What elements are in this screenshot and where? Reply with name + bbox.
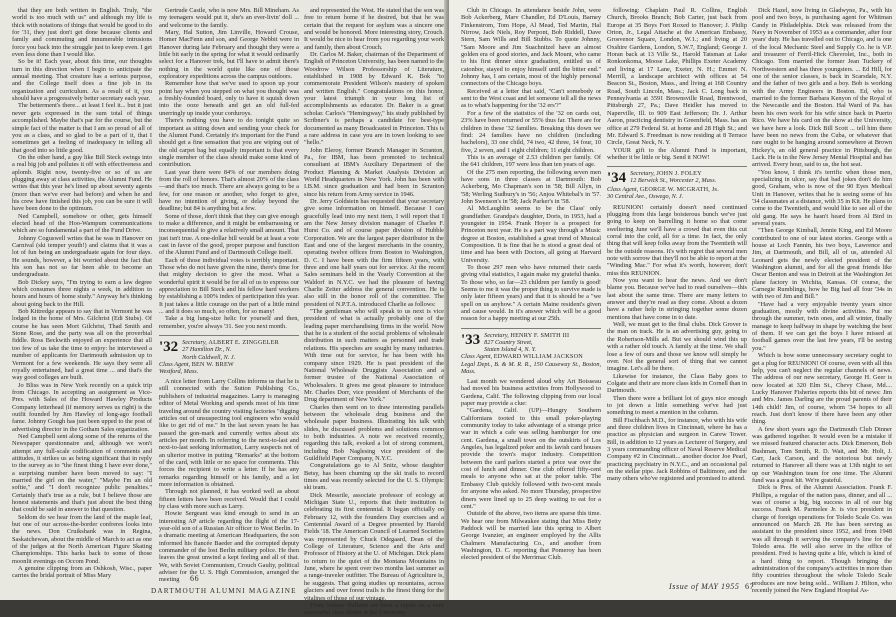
paragraph: REUNION! certainly doesn't need continued plugging from this large boisterous bunch we've just going to keep on barrelling it home so that come sweltering June we'll have a crowd that even this cut corral into the cold, all for a time. In fact, the only thing that will keep folks away from the Twentieth will be the outside reasons. It's with regret that several men note with sorrow that they'll not be able to report at the "Winding Mac." For what it's worth, however, don't miss this REUNION.: [607, 203, 747, 277]
secretary-address: 12 Berwick St., Worcester 2, Mass.: [630, 177, 717, 185]
class-agent-address: Legal Dept., B. & M. R. R., 150 Causeway St., Boston, Mass.: [461, 360, 601, 375]
paragraph: Last year there were 84% of our members doing from the roll of honors. That's almost 20% of the class—and that's too much. There are always going to be a few, for one reason or another, who forget to give, have no intention of giving, or delay beyond the deadline; but 84 is anything but a few.: [159, 168, 299, 213]
class-agent-name: BEN W. BREW: [191, 360, 234, 368]
magazine-title-footer: DARTMOUTH ALUMNI MAGAZINE: [151, 587, 297, 595]
section-divider: [461, 328, 601, 329]
paragraph: Dick Hazel, now living in Gladwyne, Pa., with his pool and two boys, is purchasing agent for Whitman Candy in Philadelphia. Dick was released from the Navy in November of 1953 as a commander, after four years' duty. He has travelled out to Chicago, and is one of the local Mechanic Steel and Supply Co. he is V.P. and treasurer of Ferril-Hick Chevrolet, Inc., both in Chicago. Tom married the former Jean Tuckery of Northwestern and has three youngsters. ... Ed Hill, for one of the senior classes, is back in Scarsdale, N.Y. and the father of two girls and a boy. Bob is working with the Army Engineers in Boston. Ed, who is married to the former Barbara Kenyon of the Royal of the Newcastle and the Boston. Hal Ward of Pa. has been his own work for his wife since back in Puerto Rico. We have his card on the show at the University, we have here a look. Dick Bill Scott ... tell him there have been no news from the Cuba, or whatever that rare ought to be hanging around somewhere at Brown Hickey's, an old general practice in Pittsburgh, the Lack. He is in the New Jersey Mental Hospital and has arrived. Every hour, said to us, the hot seat.: [752, 7, 892, 169]
paragraph: On the other hand, a guy like Bill Steck swings into a real big job and pollutes it off with effectiveness and aplomb. Right now, twenty-five or so of us are plugging away at class activities, the Alumni Fund. He writes that this year he's lined up about seventy agents (more than we've ever had before) and when he and his crew have finished this job, you can be sure it will have been done to the optimum.: [12, 153, 152, 213]
paragraph: Take a big lung-size helic for yourself and then, remember, you're always '31. See you next month.: [159, 315, 299, 330]
secretary-address-city: Staten Island 4, N. Y.: [484, 346, 537, 354]
paragraph: Dick Messrile, associate professor of ecology at Michigan State U., reports that their institution is celebrating its first centennial. It began officially on February 12, with the founders Day exercises and a Centennial Award of a Degree presented by Harold Fields '18. The American Council of Learned Societies was represented by Chuck Odegaard, Dean of the College of Literature, Science and the Arts and Professor of History at the U. of Michigan. Dick plans to return to the quiet of the Montana Mountains in June, where he spent over two months last summer as a range-traveler outfitter. The Bureau of Agriculture is, he suggests. That going studies up mountains, across glaciers and over forest trails is the finest thing for the vitalines of those of our vintage.: [304, 491, 444, 602]
paragraph: Jo Bliss was in New York recently on a quick trip from Chicago. In accepting an assignment as Vice-Pres. with Sales of the Howard Hawley Products Company letterhead (if memory serves us right) is the outfit founded by Jim Hawley of long-ago football fame. Johnny Gough has just been upped to the post of advertising director in the Gotham Sales organization.: [12, 381, 152, 433]
class-agent-name: GEORGE W. MCGRATH, Jr.: [639, 186, 719, 194]
paragraph: that they are both written in English. Truly, "the world is too much with us" and although my life is thick with notations of things that would be good to do for '31, they just don't get done because clients and family and commuting and innumerable intrusions force you back into the struggle just to keep even. I get even less done than I would like.: [12, 7, 152, 59]
left-column-1: [12, 7, 152, 580]
paragraph: So be it! Each year, about this time, our thoughts turn in this direction when I begin to anticipate the annual meeting. That creature has a serious purpose, and the College itself does a fine job in its organization and curriculum. As a result of it, you should have a progressively better secretary each year.: [12, 58, 152, 103]
section-divider: [607, 166, 747, 167]
paragraph: Mary, Hal Sutton, Jim Linville, Howard Crouse, Homer MacFenn and son, and George Nebbit were in Hanover during late February and thought they were a little bit early in the spring for what it would ordinarily select for a Hanover trek, but I'll have to admit there's nothing in the world quite like one of those exploratory expeditions across the campus outdoors.: [159, 29, 299, 81]
secretary-name: ALBERT E. ZINGGELER: [208, 339, 279, 347]
paragraph: Of the 275 men reporting, the following seven men have sons in three classes at Dartmouth: Bob Ackerberg, Mo Chapman's son in '58; Bill Allyn, in '58; Werling Sudbury's in '56; Anjou Whitebal's in '57. John Swenson's in '58; Jack Parker's in '58.: [461, 168, 601, 205]
paragraph: There's nothing you have to do tonight quite so important as sitting down and sending your check for the Alumni Fund. Certainly it's important for the Fund should get a fine sensation that you are wiping out of the old carpet bag but equally important is that every single member of the class should make some kind of contribution.: [159, 117, 299, 169]
paragraph: Ned Campbell sent along some of the returns of the Newspaper questionnaire and, although we won't attempt any full-scale codification of comments and attitudes, it strikes us as being significant that in reply to the survey as to "the finest thing I have ever done," a surprising number have been moved to say: "I married the girl on the water," "Maybe I'm an old softie," and "I don't recognize public penalties." Certainly that's true as a rule, but I believe those are honest statements and that's just about the best thing that could be said in answer to that question.: [12, 432, 152, 514]
paragraph: "Gardena, Calif. (UP)—Hungry Southern Californians tooted to this small poker-playing community today to take advantage of a strange price war in which a cafe was selling hamburger for one cent. Gardena, a small town on the outskirts of Los Angeles, has legalized poker and its lavish card houses provide the town's major industry. Competition between the card parlors started a price war over the cost of lunch and dinner. One club offered fifty-cent meals to anyone who sat at the poker table. The Embassy Club quickly followed with two-cent meals for anyone who asked. No more Thursday, prospective diners were lined up to 25 deep waiting to eat for a cent.": [461, 407, 601, 510]
paragraph: "Have had a very enjoyable twenty years since graduation, mostly with divine activities. Put me through the summer, twin ones, and all winter, finally manage to keep halfway in shape by watching the best of them. If we can get the boys I have missed at football games over the last few years, I'll be seeing you.": [752, 300, 892, 352]
paragraph: Which is how some unnecessary secretary ought to get a plug for REUNION! Of course, even with all this help, you can't neglect the regular channels of news. The address of our new secretary, George H. Geer is now located at 320 Elm St., Chevy Chase, Md.... Lucky Hanover Fisheries reports this bit of news: Jim and Mrs. James Darling are the proud parents of their 14th child! Jim, of course, whom '34 hopes to all reach. Just don't know if there have been any other thing.: [752, 352, 892, 426]
right-column-2: [607, 7, 747, 577]
paragraph: Dr. Jerry Goldstein has requested that your secretary give some information on himself. Because I can gracefully lead into my next item, I will report that I am the New Jersey division manager of Charles F. Hurst Co. and of course paper division of Hubble Corporation. We are the largest paper distributor in the East and one of the largest merchants in the country, operating twelve offices from Boston to Washington, D. C. I have been with the firm fifteen years, with three and one half years out for service. At the recent Sales seminars held in the Yearly Convention at the Waldorf in N.Y.C. we had the pleasure of having Charlie Zeiter address the general convention. He is also still in the honor roll of the committee. The president of N.P.T.A. introduced Charlie as follows:: [304, 197, 444, 308]
paragraph: Dr. Carlos M. Baker, chairman of the Department of English of Princeton University, has been named to the Woodrow Wilson Professorship of Literature, established in 1908 by Edward K. Bok "to commemorate President Wilson's mastery of spoken and written English." Congratulations on this honor, your latest triumph in your long list of accomplishments as educator. Dr. Baker is a great scholar. Carlos's "Hemingway," his study published by Scribner's is perhaps a candidate for best-type documented as many Broadcasted in Princeton. This is a rare address in case you are in town looking to see "hello.": [304, 51, 444, 147]
paragraph: and represented the West. He stated that the son was free to return home if he desired, but that he was certain that the request for asylum was a sincere one and would be honored. More interesting story, Crouch. It would be nice to hear from you regarding your work and family, then about Crouch.: [304, 7, 444, 51]
paragraph: "The gentleman who will speak to us next is vice president of what is actually probably one of the leading paper merchandising firms in the world. Now that he is a student of the social problems of wholesale distribution in such matters as personnel and trade relations. His speeches are sought by many industries. With time out for service, he has been with his company since 1929. He is past president of the National Wholesale Druggists Association and a former trustee of the National Association of Wholesalers. It gives me great pleasure to introduce Mr. Charles Dorr, vice president of Merchants of the Drug department of New York.": [304, 308, 444, 404]
paragraph: "Then George Kimball, Jennie King, and Ed Moore contributed to one of our latest stories. George with a house at Loch Fannin, his two boys, Lawrence and Jim, at Dartmouth, and Bill, all of us, attended Al Leonard gets the newly elected president of the Washington alumni, and for all the great friends like Oscar Benton and was in Detroit at the Washington Jet plane factory in Wichita, Kansas. Of course, the Carnegie Rumblings, how he Big had all four '34s in with two of Jim and Bill.": [752, 227, 892, 301]
paragraph: "You know, I think it's terrific when those men, specializing in ulcer, say that bad jokes don't do him good, Graham, who is now of the 90 Eyes Medical Unit in Hanover, writes that he is seeing some of his '34 classmates at a distance, with 35 in Kit. He plans to come to the Twentieth, and would like to see all of the old gang. He says he hasn't heard from Al Bird in several years.: [752, 168, 892, 227]
paragraph: following: Chaplain Paul R. Collins, English Church, Brooks Branch; Bob Carter, just back from Europe at 35 Boys Fort Roxed to Hanover; J. Philip Orton, Jr., Legal Attache at the American Embassy, Grosvenor Square, London, W.1.; and living at 20 Oxshire Gardens, London, S.W.7, England; George J. Horan back at 13 Ville St., Harold Tatsman at Lake Ronkonkoma, Moose Lake, Phillips Exeter Academy and living at 17 Lane, Exeter, N. H.; Emmet N. Merrill, a landscape architect with offices at 54 Beacon St., Boston, Mass., and living at 168 Country Road, South Lincoln, Mass.; Jack C. Long back in Pennsylvania at 3591 Brownsville Road, Brentwood, Pittsburgh 27, Pa.; Dave Heidler has moved to Naperville, Ill. to 909 East Jefferson; Dr. J. Arthur Aaron, practicing dentistry in Greenfield, Mass. has an office at 279 Federal St. at home and 28 High St.; and Mr. Edward S. Freedman is now residing at 8 Terrace Circle, Great Neck, N. Y.: [607, 7, 747, 147]
secretary-address-city: North Caldwell, N. J.: [182, 353, 236, 361]
class-1934-header: '34 Secretary, JOHN J. FOLEY 12 Berwick St., Worcester 2, Mass. Class Agent, GEORGE W. MCGRATH, Jr. 30 Central Ave., Oswego, N. J.: [607, 170, 747, 200]
class-agent-city: Westford, Mass.: [159, 367, 199, 375]
paragraph: Received at a letter that said, "Can't somebody or sent to the West coast and let someone tell all the news as to what's happening for the '32 ers'?": [461, 87, 601, 110]
secretary-name: JOHN J. FOLEY: [656, 170, 702, 178]
paragraph: Now you want to hear the news. And we don't blame you. Because we've had to read ourselves—this last about the same time. There are many letters to answer and they're read as they come. About a dozen have a rather help in stringing together some dozen mentions that have come in to date.: [607, 277, 747, 321]
class-agent-name: EDWARD WILLIAM JACKSON: [493, 353, 583, 361]
paragraph: Each of those individual votes is terribly important. Those who do not have given the nine, there's time for that mighty decision to give the most. What a wonderful spirit it would be for all of us to express our appreciation to Bill Steck and his fellow hard workers by establishing a 100% index of participation this year. It just takes a little courage on the part of a little mind ... and it does so much, so often, for so many!: [159, 256, 299, 316]
paragraph: A nice letter from Larry Collins informs us that he is still connected with the Sutton Publishing Co., publishers of industrial magazines. Larry is managing editor of Metal Working and spends most of his time traveling around the country visiting factories "digging articles out of unsuspecting tool engineers who would like to get rid of me." In the last seven years he has passed the gon-mark and currently writes about six articles per month. In referring to the next-to-last and next-to-last seeking information, Larry suspects not of an ulterior motive in putting "Remarks" at the bottom of the card, with little or no space for comments. This forces the recipient to write a letter. If he has any remarks regarding himself or his family, and a lot more information is obtained.: [159, 378, 299, 488]
class-year-numeral: '33: [461, 331, 481, 348]
paragraph: Seldom do we hear from the land of the maple leaf, but one of our across-the-border confreres looks into the news. Don Cruikshank was in Regina, Saskatchewan, about the middle of March to act as one of the judges at the North American Figure Skating Championships. This harks back to some of those moonlit evenings on Occom Pond.: [12, 513, 152, 565]
paragraph: Some of those, don't think that they can give enough to make a difference, and it might be embarrassing or inconsequential to give a relatively small amount. That just isn't true. A one-dollar bill would be at least a vote cast in favor of the good, proper purpose and function of the Alumni Fund and of Dartmouth College itself.: [159, 212, 299, 257]
paragraph: From Johnny Hallerm we have a report on a very successful class dinner at the University: [304, 601, 444, 617]
secretary-address: 27 Hamilton Dr., N.: [182, 346, 232, 354]
paragraph: Howie Sergeant was kind enough to send in an interesting AP article regarding the flight of the 17-year-old son of a Russian Air officer to West Berlin. In a dramatic meeting at American Headquarters, the son informed his fiancée Baeder and the corrupted deputy commander of the lost Berlin military police. He then leaves the great unwind a kept feeling and all of that. We, with Soviet Communism, Crouch Gaulty, political adviser for the U. S. High Commission, arranged the meeting: [159, 510, 299, 584]
paragraph: Well, we must get to the final clubs. Dick Grover is the man on track. He is an advertising guy, going to the Robertson-Mills ad. But we should wind this up with a rather old touch. A family at the time. We shall lose a few of ours and those we know will simply be over. Not the general sort of thing that we cannot imagine. Let's all be there.: [607, 321, 747, 373]
paragraph: Gertrude Castle, who is now Mrs. Bill Mineham. As my teenagers would put it, she's an ever-livin' doll ... and welcome to the family.: [159, 7, 299, 29]
paragraph: YOUR gift to the Alumni Fund is important, whether it be little or big. Send it NOW!: [607, 146, 747, 161]
paragraph: Ned Campbell, somehow or other, gets himself elected head of the Hoo-Wampum communications which are so fundamental a part of the Fund Drive.: [12, 212, 152, 235]
left-page: [0, 0, 447, 617]
page-number: 66: [190, 574, 200, 583]
paragraph: Likewise for instance, the Class Baby goes to Colgate and their are more class kids in Cornell than in Dartmouth.: [607, 372, 747, 395]
paragraph: Through not planned, it has worked well as about fifteen letters have been received. Would that I could by class with more such as Larry.: [159, 488, 299, 510]
right-column-3: [752, 7, 892, 595]
paragraph: John Eleroy, former Branch Manager in Scranton, Pa., for IBM, has been promoted to technical consultant at IBM's Auxiliary Department of the Product Planning & Market Analysis Division at World Headquarters in New York. John has been with I.B.M. since graduation and had been in Scranton since his return from Army service in 1946.: [304, 146, 444, 198]
paragraph: Bob Dickey says, "I'm trying to earn a law degree which consumes three nights a week, in addition to hours and hours of home study." Anyway he's thinking about going back to the Hill.: [12, 278, 152, 308]
class-year-numeral: '34: [607, 170, 627, 187]
paragraph: To those 297 men who have returned their cards giving vital statistics, I again make my grateful thanks. To those who, so far—23 children per family is good! Seems to me it was the proper thing to survive made is only later fifteen years) and that it is should be a "we spell on us anyhow." A certain Maine resident's given and cause would. In it's answer which will be a good reason for a happy meeting at our 25th.: [461, 264, 601, 323]
paragraph: Congratulations go to Al Snitz, whose daughter Betsy, has been chuming up the ski trails to record times and was recently selected for the U. S. Olympic ski team.: [304, 462, 444, 492]
paragraph: Club in Chicago. In attendance beside John, were Bob Ackerberg, Marv Chandler, Ed D'Louis, Barney Finkenstrom, Tom Hope, Al Mead, Ted Martin, Hal Nirrow, Jack Niels, Roy Perpont, Bob Riddell, Dave Stern, Sam Wills and Bill Stubbs. To quote Johnny, "Sam Moore and Jim Suachnitzel have an almost golden era of good stories, and Jack Mount, who came to his first dinner since graduation, entitled us of catonbor, stayed to enjoy himself until the bitter end." Johnny has, I am certain, most of the highly personal connectors of the Chicago boys.: [461, 7, 601, 88]
paragraph: A genuine clipping from an Oshkosh, Wisc., paper carries the bridal portrait of Miss Mary: [12, 565, 152, 580]
class-year-numeral: '32: [159, 339, 179, 356]
class-agent-address: 30 Central Ave., Oswego, N. J.: [607, 193, 684, 201]
class-1932-header: '32 Secretary, ALBERT E. ZINGGELER 27 Hamilton Dr., N. North Caldwell, N. J. Class Agent, BEN W. BREW Westford, Mass.: [159, 339, 299, 375]
paragraph: Johnny Coguswell writes that he was in Hanover on Carnival (ski temper youth!) and claims that it was a lot of fun being an undergraduate again for four days. He sounds, however, a bit worried about the fact that his son has not so far been able to become an undergraduate.: [12, 234, 152, 279]
paragraph: The betterment's there... at least I feel it... but it just never gets expressed in the sum total of things accomplished. Maybe that's par for the course, but the simple fact of the matter is that I am so proud of all of you as a class, and so glad to be a part of it, that I sometimes get a feeling of inadequacy in telling all that good into so little good.: [12, 102, 152, 154]
right-page: [449, 0, 896, 600]
paragraph: For a few of the statistics of the '32 on cards out, 23% have been returned or 55% thus far. There are for children in these '32 families. Breaking this down we find: 24 families have no children (including bachelors), 33 one child, 74 two, 42 three, 14 four, 10 five, 2 seven, and 1 eight children; 11 eight children.: [461, 109, 601, 154]
paragraph: Charles then went on to draw interesting parallels between the wholesale drug business and the wholesale paper business. Illustrating his talk with slides, he discussed problems and solutions common to both industries. A note we received recently, regarding this talk, evoked a lot of strong comment, including Bob Naglesing vice president of the Guildfield Paper Company, N.Y.C.: [304, 403, 444, 462]
paragraph: Last month we wondered aloud why Art Boisseau had moved his business activities from Hollywood to Gardena, Calif. The following clipping from our local paper may provide a clue:: [461, 378, 601, 408]
section-divider: [159, 335, 299, 336]
secretary-address: 827 Country Street,: [484, 338, 533, 346]
secretary-name: HENRY F. SMITH III: [510, 331, 570, 339]
right-column-1: [461, 7, 601, 577]
paragraph: Dick is Pres. of the Alumni Association. Frank F. Phillips, a regular of the nation pass, dinner, and all ... was of course a big, big success in all of our big success. Frank M. Parmelee Jr. is vice president in charge of foreign operations for Toledo Scale Co. was announced on March 28. He has been serving as assistant to the president since 1952, and from 1948 was all through it serving the company's line for the Toledo area. He will also serve in the office of president. Fred is having quite a life, which is kind of a hard thing to report. Though bringing the administration of the company's activities in more than fifty countries throughout the whole Toledo Scale produces are now being sold... William J. Hilton, who recently joined the New England Hospital As-: [752, 484, 892, 595]
paragraph: A few short years ago the Dartmouth Club Dinner was gathered together. It would even be a mistake if we missed featured character acts. Dick Emerson, Bob Bushman, Tom Smith, R. D. Wait, and Mr. Holt, J. Carr, Jack Carson, and the notorious but newly returned to Hanover all there was at 13th night to set up our Washington team for one time. The Alumni fund was a great hit. We're grateful.: [752, 425, 892, 484]
class-1933-header: '33 Secretary, HENRY F. SMITH III 827 Country Street, Staten Island 4, N. Y. Class Agent, EDWARD WILLIAM JACKSON Legal Dept., B. & M. R. R., 150 Causeway St., Boston, Mass.: [461, 331, 601, 375]
paragraph: Then there were a brilliant lot of guys nice enough to jot down a little something we've had just something to meet a mention in the column.: [607, 394, 747, 417]
paragraph: Outside of the above, two items are sparse this time. We hear one from Milwaukee stating that Miss Betty Paddock will be married late this spring to Albert George Ivanzier, an engineer employed by the Allis Chalmers Manufacturing Co., and another from Washington, D. C. reporting that Pomeroy has been elected president of the Merrimac Club.: [461, 510, 601, 562]
paragraph: Bob Kittredge appears to say that in Vermont he was lodged in the home of Mrs. Gilchrist (Edi Stubs). Of course he has seen Mort Gilchrist, Thad Smith and Stone Rose, and the party was all on the proverbial fiddle. Ross Beckwith enjoyed an experience that all too few of us take the time to enjoy: he interviewed a number of applicants for Dartmouth admission up to Vermont for a few weekends. He says they were all royally entertained, had a great time ... and that's the way good colleges are built.: [12, 308, 152, 382]
page-number: 67: [745, 582, 755, 591]
paragraph: Al McLaughlin seems to be the Class' only grandfather. Grandpa's daughter, Doris, in 1953, had a youngster in 1954. Frank Hoyer is a prospect for Princeton next year. He is a part way through a Music degree at Boston, established a great trend of Musical Composition. It is fine that he is stood a great deal of time and has been with Doctors, all going at Harvard University.: [461, 205, 601, 264]
paragraph: Bill Fischbach M.D., for instance, who with his wife and three children lives in Cincinnati, where he has a practice as physician and surgeon in Carew Tower. Bill, in addition to 12 years as Lecturer of Surgery, and 3 years commanding officer of Naval Reserve Medical Company #2 in Cincinnati... another doctor Joe Pearl, practicing psychiatry in N.Y.C., and an occasional pal on the stellar pipe. Jack Robbins of Baltimore, and the many others who've registered and promised to attend.: [607, 416, 747, 483]
paragraph: Remember how that we've used to spoon up your point hay when you stepped on what you thought was a freshly-founded board, only to have it squish down into the ooze beneath and get an old full-fed unerringly up inside your corduroys.: [159, 80, 299, 117]
paragraph: This is an average of 2.53 children per family. Of the 641 children, 197 were less than ten years of age.: [461, 153, 601, 169]
issue-date-footer: Issue of MAY 1955: [669, 582, 740, 591]
left-column-3: [304, 7, 444, 617]
